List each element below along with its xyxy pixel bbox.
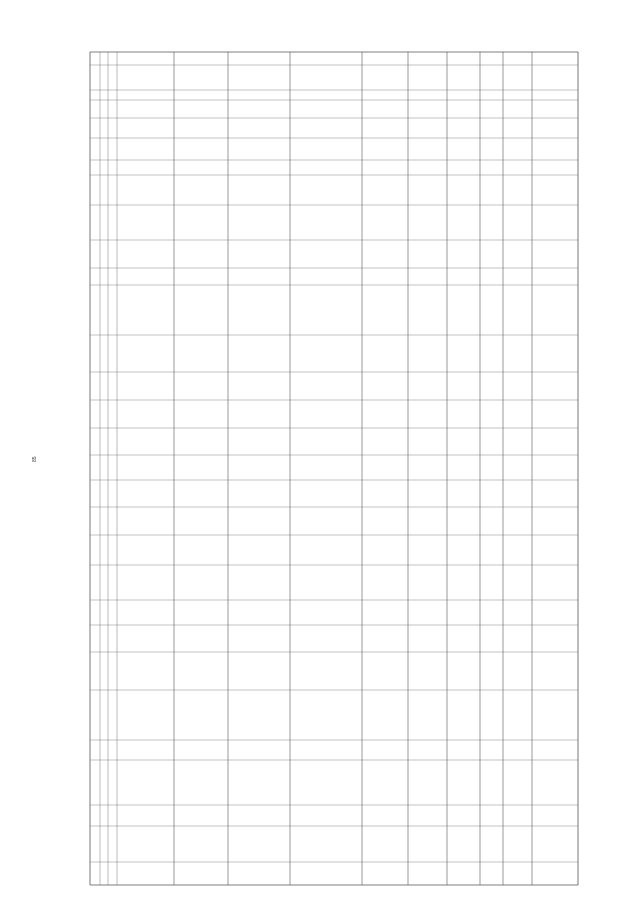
page-number: 85 [32, 456, 38, 462]
